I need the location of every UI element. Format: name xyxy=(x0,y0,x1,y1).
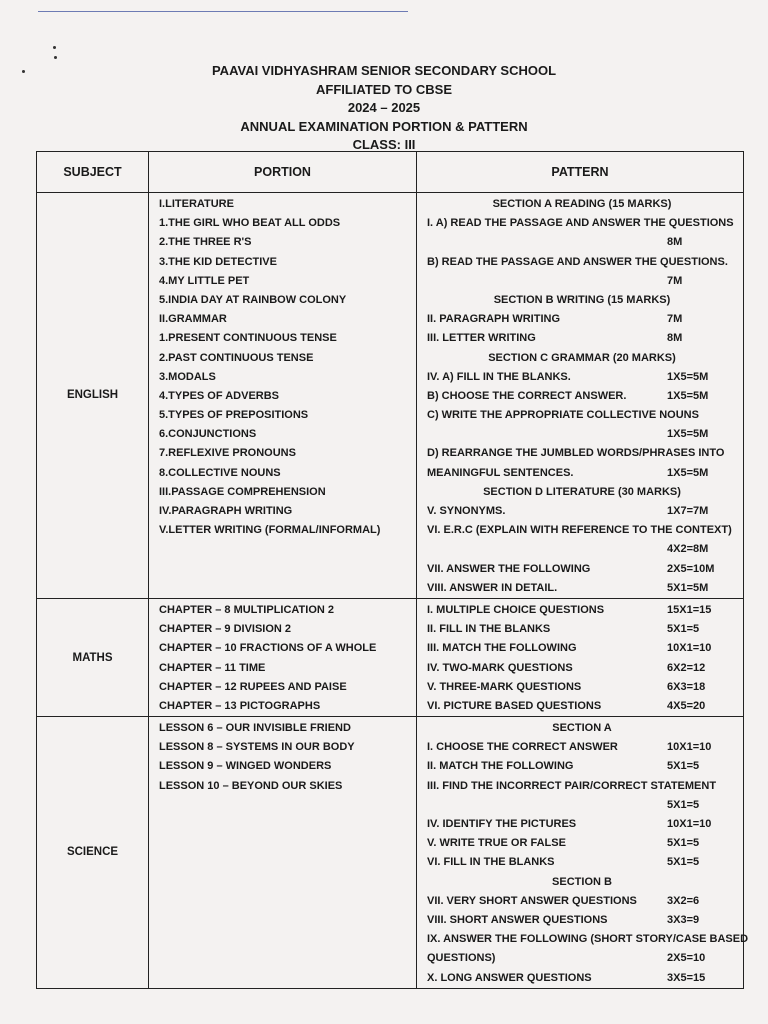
pattern-text: I. MULTIPLE CHOICE QUESTIONS xyxy=(427,603,605,616)
pattern-marks xyxy=(699,406,737,425)
pattern-marks: 7M xyxy=(667,274,683,287)
pattern-marks xyxy=(724,444,737,463)
pattern-text: MEANINGFUL SENTENCES. xyxy=(427,466,574,479)
pattern-item xyxy=(427,233,737,252)
document-title: ANNUAL EXAMINATION PORTION & PATTERN xyxy=(240,118,528,134)
class-label: CLASS: III xyxy=(352,137,416,152)
pattern-marks: 1X5=5M xyxy=(667,466,709,479)
portion-item: 3.MODALS xyxy=(159,370,216,383)
section-heading: SECTION A READING (15 MARKS) xyxy=(492,198,672,210)
pattern-item xyxy=(427,368,737,387)
portion-item: CHAPTER – 11 TIME xyxy=(159,661,266,674)
affiliation: AFFILIATED TO CBSE xyxy=(315,81,453,97)
pattern-item xyxy=(427,834,737,853)
pattern-text: VI. PICTURE BASED QUESTIONS xyxy=(427,699,602,712)
portion-item: LESSON 8 – SYSTEMS IN OUR BODY xyxy=(159,741,355,754)
portion-cell xyxy=(149,598,417,716)
pattern-item xyxy=(427,757,737,776)
pattern-item xyxy=(427,560,737,579)
pattern-marks: 4X2=8M xyxy=(667,543,709,556)
pattern-marks: 2X5=10 xyxy=(667,952,706,965)
pattern-item xyxy=(427,310,737,329)
pattern-text: I. A) READ THE PASSAGE AND ANSWER THE QUESTIONS xyxy=(427,217,734,230)
pattern-item xyxy=(427,502,737,521)
table-header-row xyxy=(37,152,744,193)
pattern-marks xyxy=(728,253,737,272)
pattern-marks xyxy=(716,777,737,796)
pattern-item xyxy=(427,738,737,757)
pattern-marks: 7M xyxy=(667,313,683,326)
pattern-marks: 8M xyxy=(667,332,683,345)
pattern-item xyxy=(427,678,737,697)
section-heading: SECTION A xyxy=(552,722,612,735)
header-portion: PORTION xyxy=(149,152,417,193)
pattern-text: II. FILL IN THE BLANKS xyxy=(427,623,551,636)
pattern-item xyxy=(427,639,737,658)
portion-pattern-table xyxy=(36,151,749,989)
pattern-item xyxy=(427,601,737,620)
portion-item: 4.TYPES OF ADVERBS xyxy=(159,389,280,402)
pattern-cell xyxy=(417,598,744,716)
portion-item: 8.COLLECTIVE NOUNS xyxy=(159,466,281,479)
section-heading: SECTION D LITERATURE (30 MARKS) xyxy=(483,485,681,498)
pattern-text xyxy=(427,796,667,815)
portion-cell xyxy=(149,717,417,989)
pattern-item xyxy=(427,911,737,930)
pattern-text: VI. FILL IN THE BLANKS xyxy=(427,856,555,869)
pattern-marks: 5X1=5M xyxy=(667,581,709,594)
pattern-item xyxy=(427,214,737,233)
portion-item: 2.THE THREE R'S xyxy=(159,236,252,249)
pattern-text: V. WRITE TRUE OR FALSE xyxy=(427,837,566,850)
pattern-text: D) REARRANGE THE JUMBLED WORDS/PHRASES INTO xyxy=(427,447,725,460)
pattern-marks: 5X1=5 xyxy=(667,623,700,636)
pattern-cell xyxy=(417,717,749,989)
pattern-item xyxy=(427,444,737,463)
pattern-marks: 1X7=7M xyxy=(667,505,709,517)
pattern-text: X. LONG ANSWER QUESTIONS xyxy=(427,971,592,984)
pattern-item xyxy=(427,796,737,815)
portion-item: 2.PAST CONTINUOUS TENSE xyxy=(159,351,314,364)
subject-cell: ENGLISH xyxy=(37,193,149,599)
pattern-text xyxy=(427,233,667,252)
header-subject: SUBJECT xyxy=(37,152,149,193)
pattern-marks: 6X2=12 xyxy=(667,661,706,674)
pattern-marks: 3X5=15 xyxy=(667,971,706,984)
pattern-marks: 6X3=18 xyxy=(667,680,706,693)
pattern-marks: 1X5=5M xyxy=(667,428,709,441)
portion-item: CHAPTER – 9 DIVISION 2 xyxy=(159,623,292,636)
portion-item: 4.MY LITTLE PET xyxy=(159,274,250,287)
portion-item: LESSON 6 – OUR INVISIBLE FRIEND xyxy=(159,722,351,735)
table-row xyxy=(37,193,744,599)
portion-item: CHAPTER – 12 RUPEES AND PAISE xyxy=(159,680,347,693)
pattern-marks: 8M xyxy=(667,236,683,249)
pattern-text xyxy=(427,272,667,291)
pattern-item xyxy=(427,930,749,949)
pattern-text: III. FIND THE INCORRECT PAIR/CORRECT STATEMENT xyxy=(427,779,717,792)
pattern-item xyxy=(427,697,737,716)
portion-item: 5.INDIA DAY AT RAINBOW COLONY xyxy=(159,293,347,306)
pattern-item xyxy=(427,406,737,425)
pattern-text: VI. E.R.C (EXPLAIN WITH REFERENCE TO THE CONTEXT) xyxy=(427,524,732,537)
pattern-marks: 10X1=10 xyxy=(667,818,712,830)
top-rule xyxy=(38,11,408,12)
pattern-text: V. SYNONYMS. xyxy=(427,505,506,517)
pattern-item xyxy=(427,521,737,540)
portion-item: 1.THE GIRL WHO BEAT ALL ODDS xyxy=(159,217,341,230)
portion-item: V.LETTER WRITING (FORMAL/INFORMAL) xyxy=(159,524,381,537)
pattern-item xyxy=(427,777,737,796)
pattern-marks: 3X3=9 xyxy=(667,913,700,926)
pattern-item xyxy=(427,949,737,968)
portion-item: II.GRAMMAR xyxy=(159,313,227,326)
pattern-marks: 2X5=10M xyxy=(667,562,715,575)
pattern-item xyxy=(427,540,737,559)
portion-item: CHAPTER – 10 FRACTIONS OF A WHOLE xyxy=(159,642,377,655)
section-heading: SECTION B xyxy=(552,875,612,888)
pattern-item xyxy=(427,387,737,406)
pattern-text: B) READ THE PASSAGE AND ANSWER THE QUESTIONS. xyxy=(427,255,728,268)
pattern-text: III. MATCH THE FOLLOWING xyxy=(427,642,577,655)
portion-item: LESSON 10 – BEYOND OUR SKIES xyxy=(159,779,343,792)
portion-item: 1.PRESENT CONTINUOUS TENSE xyxy=(159,332,337,345)
pattern-marks: 10X1=10 xyxy=(667,741,712,754)
pattern-marks xyxy=(734,214,737,233)
pattern-marks: 10X1=10 xyxy=(667,642,712,655)
pattern-item xyxy=(427,329,737,348)
portion-item: I.LITERATURE xyxy=(159,198,234,210)
portion-cell xyxy=(149,193,417,599)
pattern-text: II. MATCH THE FOLLOWING xyxy=(427,760,574,773)
pattern-marks: 5X1=5 xyxy=(667,856,700,869)
document-header xyxy=(0,62,768,155)
pattern-item xyxy=(427,272,737,291)
portion-item: CHAPTER – 13 PICTOGRAPHS xyxy=(159,699,321,712)
portion-item: 7.REFLEXIVE PRONOUNS xyxy=(159,447,296,460)
pattern-item xyxy=(427,892,737,911)
portion-item: III.PASSAGE COMPREHENSION xyxy=(159,485,326,498)
pattern-marks xyxy=(732,521,737,540)
portion-item: 3.THE KID DETECTIVE xyxy=(159,255,277,268)
portion-item: 6.CONJUNCTIONS xyxy=(159,428,257,441)
pattern-marks: 15X1=15 xyxy=(667,603,712,616)
pattern-item xyxy=(427,425,737,444)
pattern-text: VIII. SHORT ANSWER QUESTIONS xyxy=(427,913,608,926)
pattern-marks: 3X2=6 xyxy=(667,894,700,907)
pattern-text: I. CHOOSE THE CORRECT ANSWER xyxy=(427,741,618,754)
pattern-text: IV. IDENTIFY THE PICTURES xyxy=(427,818,577,830)
pattern-item xyxy=(427,253,737,272)
school-name: PAAVAI VIDHYASHRAM SENIOR SECONDARY SCHOOL xyxy=(211,63,557,78)
subject-cell: SCIENCE xyxy=(37,717,149,989)
pattern-text: B) CHOOSE THE CORRECT ANSWER. xyxy=(427,389,627,402)
pattern-item xyxy=(427,579,737,598)
pattern-text xyxy=(427,425,667,444)
pattern-text: VII. VERY SHORT ANSWER QUESTIONS xyxy=(427,894,637,907)
header-pattern: PATTERN xyxy=(417,152,744,193)
portion-item: CHAPTER – 8 MULTIPLICATION 2 xyxy=(159,603,334,616)
pattern-item xyxy=(427,620,737,639)
pattern-text: IX. ANSWER THE FOLLOWING (SHORT STORY/CASE BASED xyxy=(427,933,749,946)
pattern-text: IV. TWO-MARK QUESTIONS xyxy=(427,661,573,674)
pattern-cell xyxy=(417,193,744,599)
portion-item: IV.PARAGRAPH WRITING xyxy=(159,505,293,517)
pattern-text: V. THREE-MARK QUESTIONS xyxy=(427,680,582,693)
pattern-item xyxy=(427,853,737,872)
table-row xyxy=(37,717,744,989)
pattern-item xyxy=(427,815,737,834)
pattern-marks: 5X1=5 xyxy=(667,837,700,850)
pattern-marks: 5X1=5 xyxy=(667,798,700,811)
section-heading: SECTION B WRITING (15 MARKS) xyxy=(493,293,671,306)
pattern-text: III. LETTER WRITING xyxy=(427,332,536,345)
pattern-text: VII. ANSWER THE FOLLOWING xyxy=(427,562,591,575)
pattern-marks: 4X5=20 xyxy=(667,699,706,712)
table-row xyxy=(37,598,744,716)
pattern-item xyxy=(427,969,737,988)
subject-cell: MATHS xyxy=(37,598,149,716)
pattern-text: QUESTIONS) xyxy=(427,952,496,965)
portion-item: 5.TYPES OF PREPOSITIONS xyxy=(159,409,309,422)
pattern-marks: 5X1=5 xyxy=(667,760,700,773)
academic-year: 2024 – 2025 xyxy=(347,100,421,115)
pattern-text: C) WRITE THE APPROPRIATE COLLECTIVE NOUNS xyxy=(427,409,699,422)
section-heading: SECTION C GRAMMAR (20 MARKS) xyxy=(488,351,676,364)
pattern-text xyxy=(427,540,667,559)
pattern-text: II. PARAGRAPH WRITING xyxy=(427,313,561,326)
pattern-text: VIII. ANSWER IN DETAIL. xyxy=(427,581,558,594)
pattern-marks: 1X5=5M xyxy=(667,389,709,402)
pattern-item xyxy=(427,464,737,483)
pattern-marks: 1X5=5M xyxy=(667,370,709,383)
portion-item: LESSON 9 – WINGED WONDERS xyxy=(159,760,332,773)
pattern-item xyxy=(427,659,737,678)
pattern-text: IV. A) FILL IN THE BLANKS. xyxy=(427,370,571,383)
